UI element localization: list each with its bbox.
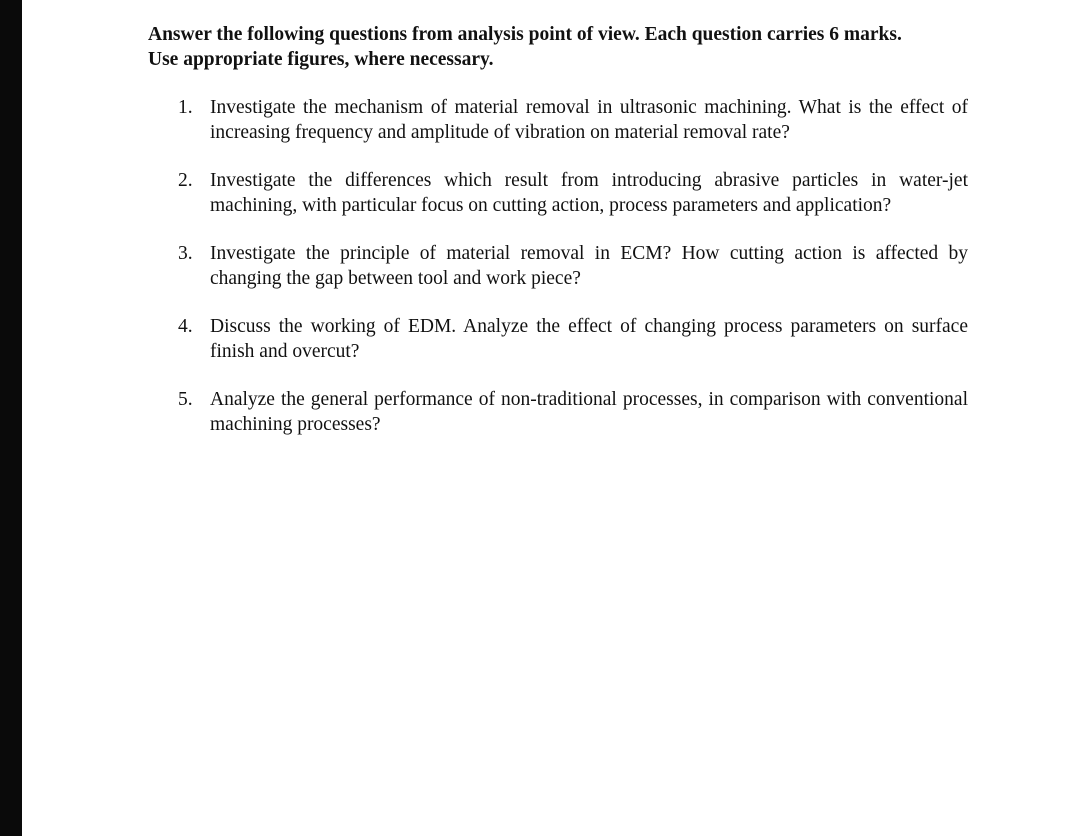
question-text: Investigate the principle of material removal in ECM? How cutting action is affected by changing the gap between tool and work piece? [210,243,968,289]
question-item-3 [178,242,968,291]
question-item-5 [178,388,968,437]
left-edge-bar [0,0,22,836]
question-number: 5. [178,389,193,410]
question-text: Investigate the mechanism of material removal in ultrasonic machining. What is the effect of increasing frequency and amplitude of vibration on material removal rate? [210,97,968,143]
question-text: Discuss the working of EDM. Analyze the effect of changing process parameters on surface finish and overcut? [210,316,968,362]
instructions-line-1: Answer the following questions from analysis point of view. Each question carries 6 marks. [148,24,902,45]
question-number: 2. [178,170,193,191]
question-text: Analyze the general performance of non-traditional processes, in comparison with conventional machining processes? [210,389,968,435]
question-number: 3. [178,243,193,264]
instructions [148,22,978,72]
instructions-line-2: Use appropriate figures, where necessary. [148,49,494,70]
question-number: 1. [178,97,193,118]
question-item-2 [178,169,968,218]
question-text: Investigate the differences which result from introducing abrasive particles in water-jet machining, with particular focus on cutting action, process parameters and application? [210,170,968,216]
question-item-1 [178,96,968,145]
question-number: 4. [178,316,193,337]
question-item-4 [178,315,968,364]
question-list [178,96,968,461]
document-page [22,0,1079,836]
